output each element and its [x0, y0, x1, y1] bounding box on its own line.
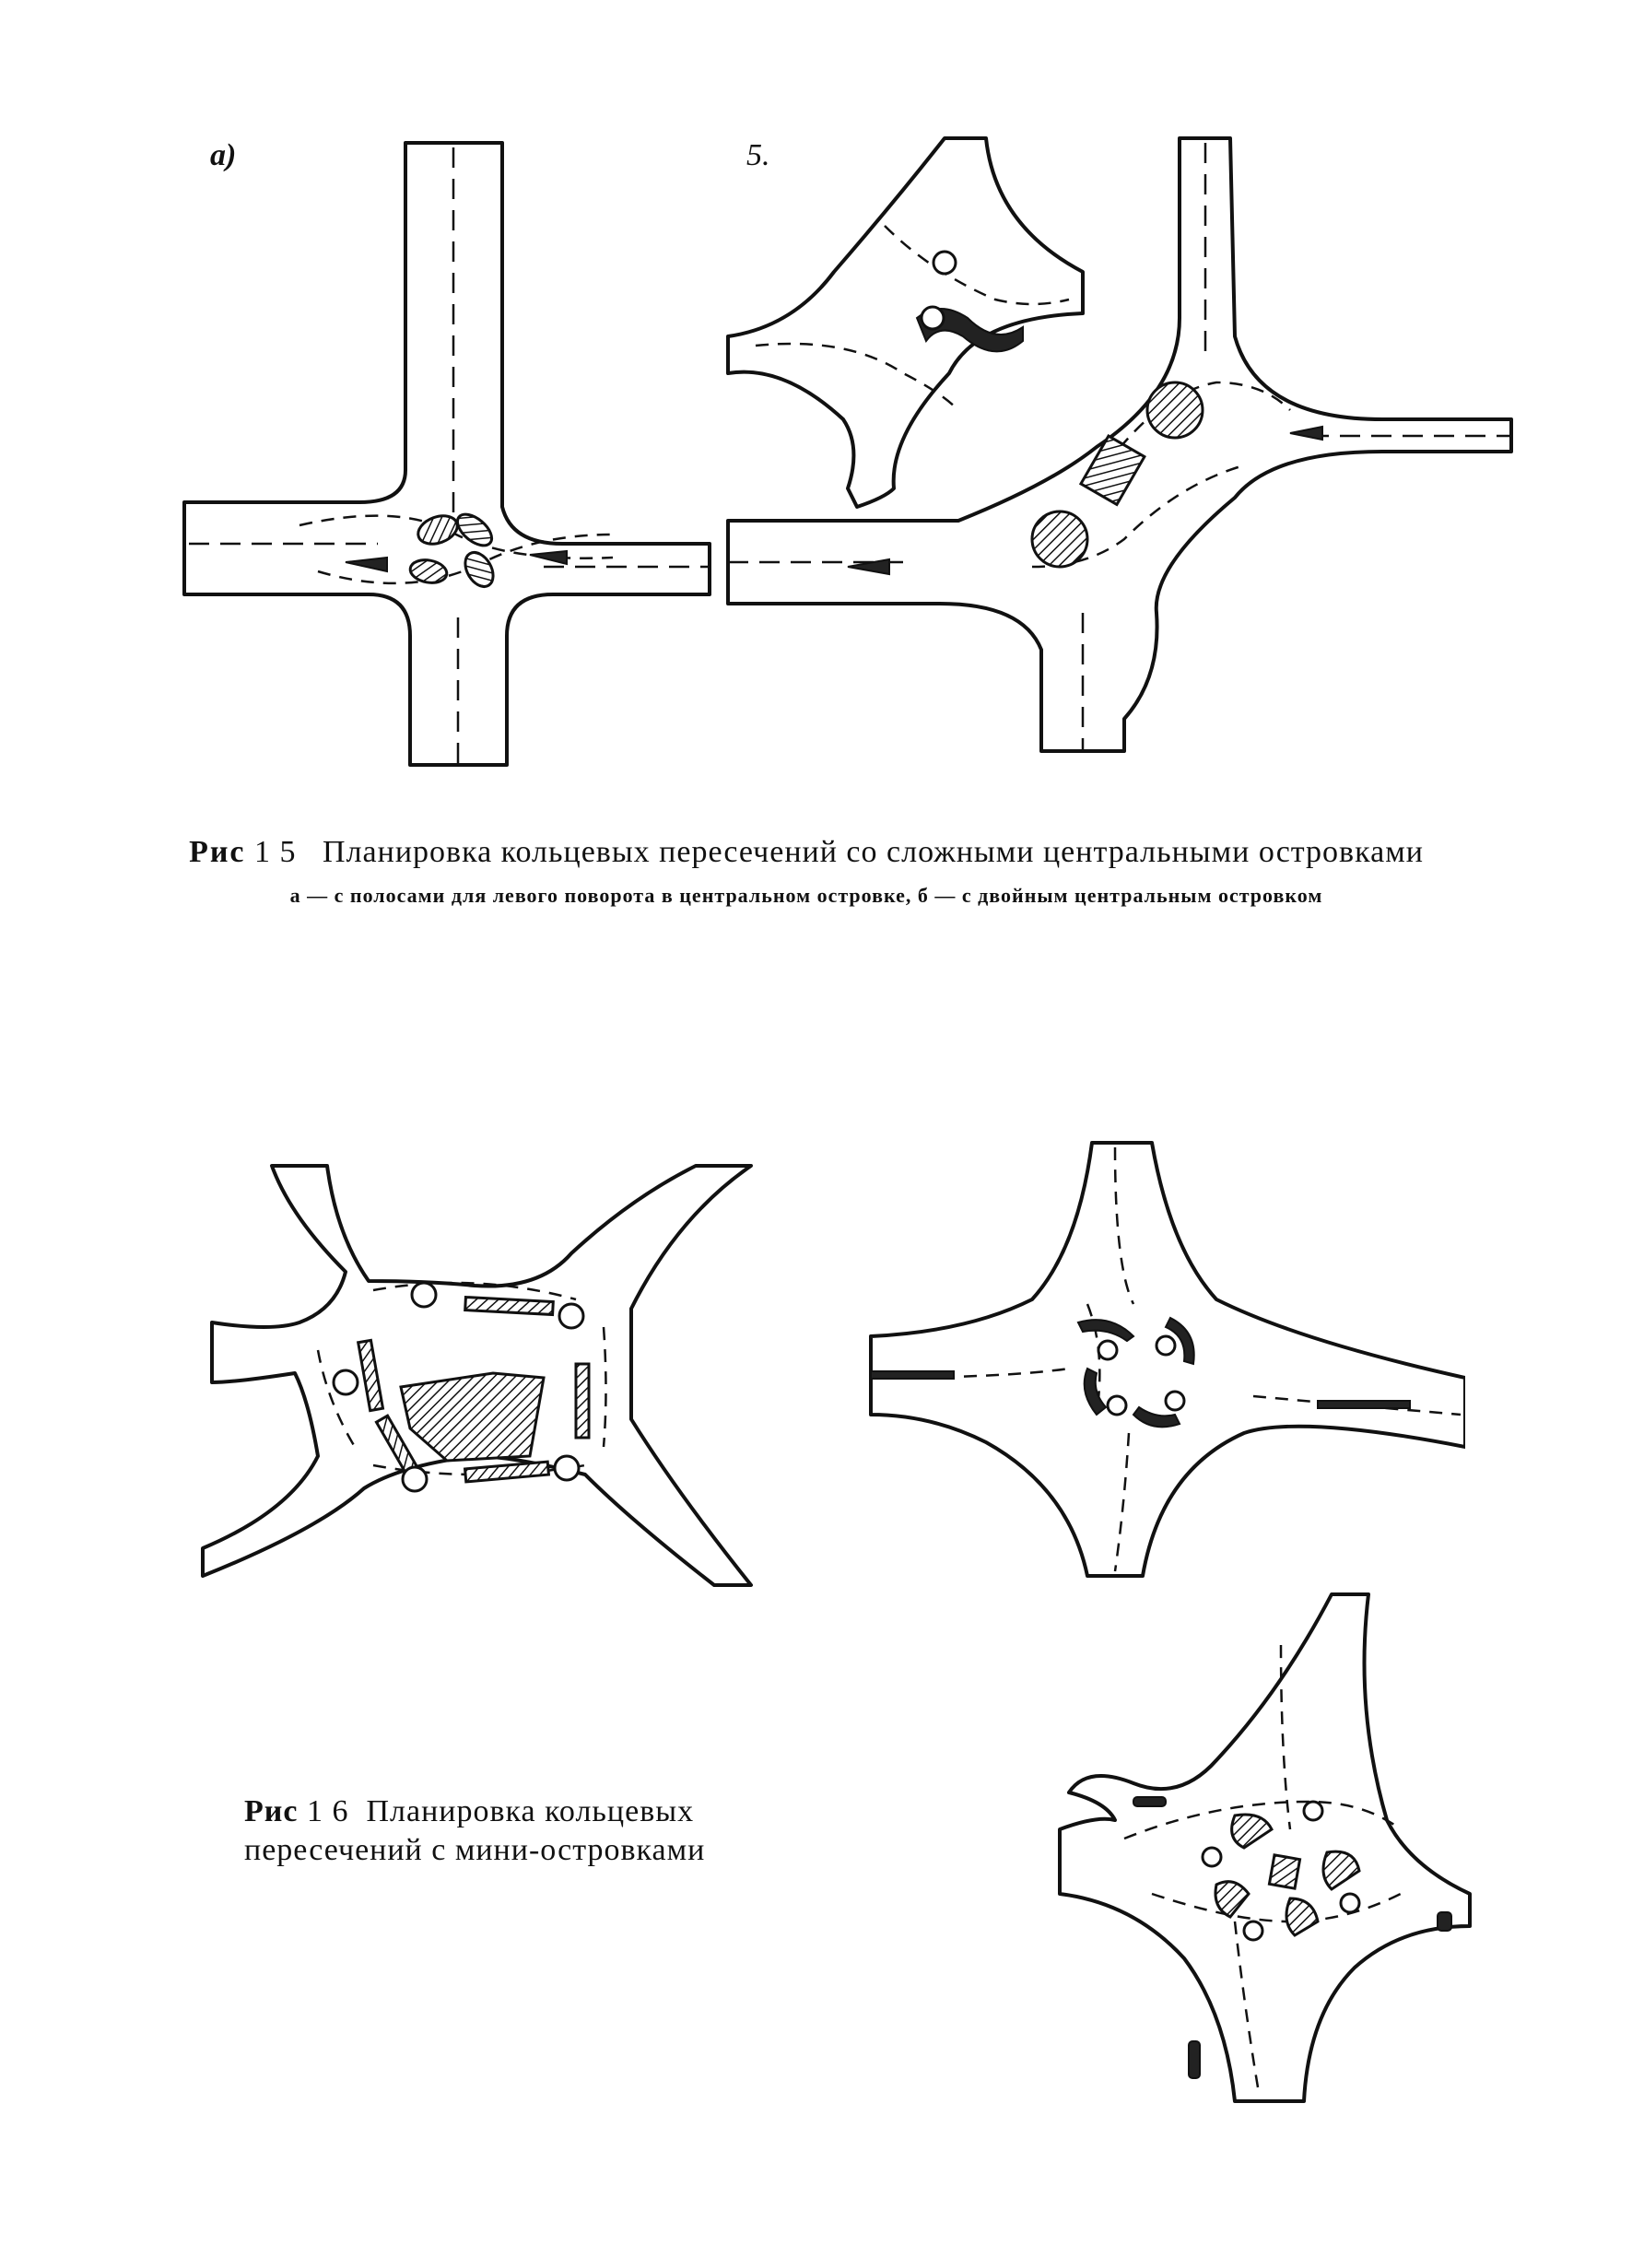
central-island — [1032, 511, 1087, 567]
panel-label-a: a) — [210, 138, 237, 172]
mini-island — [555, 1456, 579, 1480]
figure-16-right-top-diagram — [866, 1138, 1465, 1581]
road-outline-small — [728, 138, 1083, 507]
road-outline — [1060, 1594, 1470, 2101]
figure-16-right-bottom-diagram — [1051, 1590, 1474, 2106]
caption-number: 1 6 — [306, 1794, 349, 1828]
mini-island — [1166, 1392, 1184, 1410]
figure-15a-intersection-diagram — [180, 138, 714, 774]
figure-15-caption-title — [170, 834, 1442, 871]
mini-island — [412, 1283, 436, 1307]
mini-island — [1203, 1848, 1221, 1866]
mini-island — [1341, 1894, 1359, 1912]
figure-16-caption — [244, 1792, 834, 1870]
mini-island — [1098, 1341, 1117, 1359]
road-outline — [871, 1143, 1465, 1576]
mini-island — [1304, 1802, 1322, 1820]
road-outline — [184, 143, 710, 765]
central-island — [1147, 382, 1203, 438]
figure-15-caption — [170, 834, 1442, 908]
mini-island — [1156, 1336, 1175, 1355]
figure-16-left-diagram — [198, 1161, 769, 1594]
mini-island — [1244, 1921, 1262, 1940]
mini-island — [1108, 1396, 1126, 1415]
caption-prefix: Рис — [189, 835, 246, 869]
caption-title: Планировка кольцевых пересечений с мини-островками — [244, 1794, 706, 1867]
panel-label-b: 5. — [746, 138, 770, 172]
mini-island — [334, 1370, 358, 1394]
mini-island — [559, 1304, 583, 1328]
mini-island — [403, 1467, 427, 1491]
figure-15b-double-island-diagram — [719, 134, 1530, 779]
caption-prefix: Рис — [244, 1794, 299, 1828]
caption-title: Планировка кольцевых пересечений со сложными центральными островками — [323, 835, 1424, 869]
caption-number: 1 5 — [254, 835, 297, 869]
figure-15-caption-description: а — с полосами для левого поворота в центральном островке, б — с двойным центральным островком — [289, 884, 1323, 907]
